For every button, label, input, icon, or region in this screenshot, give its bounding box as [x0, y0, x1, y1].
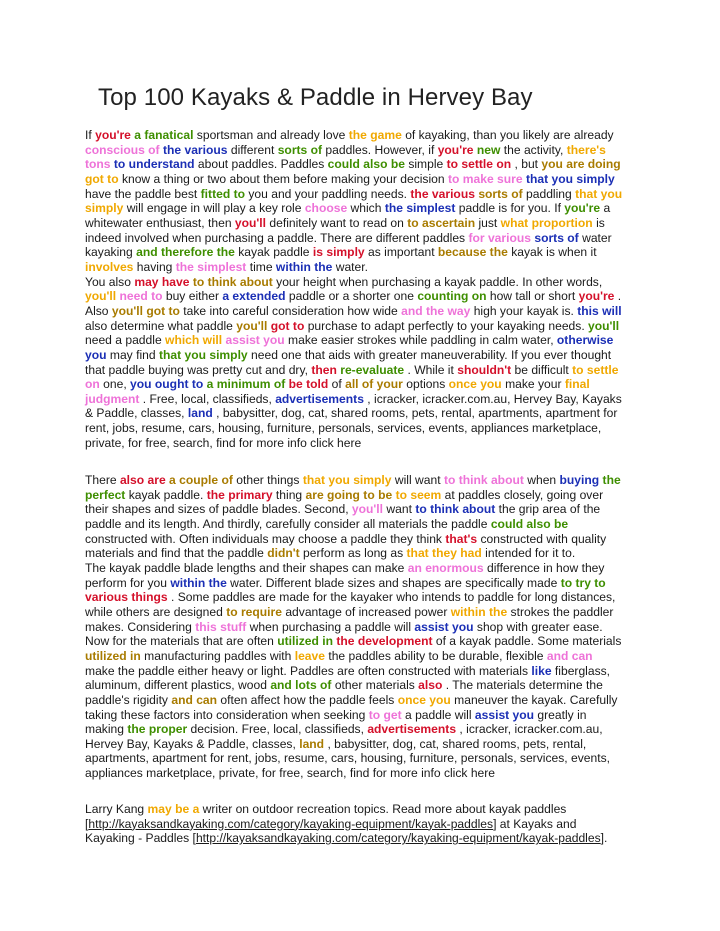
text-line	[85, 260, 655, 275]
highlighted-phrase: that you simply	[525, 171, 615, 186]
highlighted-phrase: a couple of	[169, 473, 233, 487]
text-line	[85, 817, 655, 832]
body-text: water	[578, 230, 612, 245]
body-text: about paddles. Paddles	[194, 157, 328, 172]
body-text: advantage of increased power	[281, 604, 451, 619]
text-line	[85, 333, 655, 348]
body-text: that paddle buying was pretty cut and dry,	[85, 362, 312, 377]
body-text: of kayaking, than you likely are already	[401, 128, 614, 142]
page-title: Top 100 Kayaks & Paddle in Hervey Bay	[98, 84, 533, 111]
body-text: . Free, local, classifieds,	[139, 391, 276, 406]
highlighted-phrase: buying	[559, 473, 600, 487]
body-text: manufacturing paddles with	[140, 648, 295, 663]
body-text: You also	[85, 274, 135, 289]
body-text: kayak is when it	[507, 245, 597, 260]
body-text: taking these factors into consideration when seeking	[85, 707, 369, 722]
body-text: kayaking	[85, 245, 137, 260]
highlighted-phrase: land	[299, 736, 325, 751]
body-text: Kayaking - Paddles [	[85, 831, 196, 846]
highlighted-phrase: you are doing	[541, 157, 621, 172]
highlighted-phrase: that you simply	[158, 347, 248, 362]
body-text: rent, jobs, resume, cars, housing, furniture, personals, services, events, appliances marketplace,	[85, 421, 602, 436]
highlighted-phrase: utilized in	[277, 634, 334, 649]
highlighted-phrase: is simply	[312, 245, 365, 260]
text-line	[85, 304, 655, 319]
highlighted-phrase: leave	[294, 648, 325, 663]
highlighted-phrase: assist you	[474, 707, 535, 722]
body-text: paddles. However, if	[322, 142, 438, 157]
body-text: If	[85, 128, 96, 142]
body-text: . The materials determine the	[442, 678, 603, 693]
highlighted-phrase: you	[85, 347, 107, 362]
highlighted-phrase: also	[418, 678, 443, 693]
highlighted-phrase: a extended	[222, 289, 286, 304]
body-text: simple	[404, 157, 447, 172]
text-line	[85, 664, 655, 679]
highlighted-phrase: the primary	[206, 487, 273, 502]
text-line	[85, 831, 655, 846]
highlighted-phrase: a minimum of	[206, 377, 286, 392]
body-text: their shapes and sizes of paddle blades. Second,	[85, 502, 352, 517]
body-text: your height when purchasing a kayak paddle. In other words,	[272, 274, 603, 289]
text-line	[85, 649, 655, 664]
highlighted-phrase: sorts of	[534, 230, 579, 245]
body-text: aluminum, different plastics, wood	[85, 678, 271, 693]
body-text: just	[475, 215, 501, 230]
body-text: the paddles ability to be durable, flexible	[324, 648, 547, 663]
highlighted-phrase: to seem	[395, 487, 442, 502]
highlighted-phrase: then	[311, 362, 337, 377]
body-text: of	[328, 377, 346, 392]
highlighted-phrase: final	[564, 377, 590, 392]
body-text: paddle's rigidity	[85, 692, 172, 707]
body-text: paddle and its length. And thirdly, carefully consider all materials the paddle	[85, 516, 491, 531]
body-text: strokes the paddler	[507, 604, 614, 619]
body-text: maneuver the kayak. Carefully	[450, 692, 618, 707]
body-text: whitewater enthusiast, then	[85, 215, 235, 230]
highlighted-phrase: for various	[468, 230, 531, 245]
body-text: of a kayak paddle. Some materials	[432, 634, 622, 649]
highlighted-phrase: to ascertain	[407, 215, 476, 230]
body-text: a	[600, 201, 611, 216]
paragraph-intro	[85, 128, 655, 450]
body-text: shop with greater ease.	[473, 619, 603, 634]
highlighted-phrase: to make sure	[447, 171, 523, 186]
highlighted-phrase: new	[476, 142, 501, 157]
body-text: know a thing or two about them before making your decision	[118, 171, 448, 186]
highlighted-phrase: that they had	[406, 546, 482, 561]
body-text: perform for you	[85, 575, 171, 590]
highlighted-phrase: sorts of	[478, 186, 523, 201]
body-text: definitely want to read on	[266, 215, 408, 230]
highlighted-phrase: that's	[445, 531, 478, 546]
body-text: time	[246, 259, 276, 274]
text-line	[85, 708, 655, 723]
body-text: purchase to adapt perfectly to your kayaking needs.	[304, 318, 589, 333]
text-line	[85, 421, 655, 436]
text-line	[85, 216, 655, 231]
body-text: decision. Free, local, classifieds,	[187, 722, 368, 737]
highlighted-phrase: otherwise	[556, 333, 614, 348]
highlighted-phrase: to get	[368, 707, 402, 722]
highlighted-phrase: an enormous	[407, 560, 484, 575]
text-line	[85, 473, 655, 488]
highlighted-phrase: once you	[397, 692, 451, 707]
body-text: as important	[364, 245, 438, 260]
body-text: will engage in will play a key role	[123, 201, 305, 216]
text-line	[85, 436, 655, 451]
highlighted-phrase: you ought to	[130, 377, 204, 392]
highlighted-phrase: shouldn't	[457, 362, 512, 377]
body-text: [	[85, 816, 89, 831]
highlighted-phrase: because the	[437, 245, 508, 260]
body-text: greatly in	[534, 707, 587, 722]
highlighted-phrase: assist you	[414, 619, 474, 634]
text-line	[85, 576, 655, 591]
text-line	[85, 128, 655, 143]
text-line	[85, 532, 655, 547]
highlighted-phrase: judgment	[85, 391, 140, 406]
text-line	[85, 488, 655, 503]
body-text: need one that aids with greater maneuverability. If you ever thought	[247, 347, 612, 362]
paragraph-considerations	[85, 473, 655, 781]
body-text: take into careful consideration how wide	[179, 303, 402, 318]
body-text: . Some paddles are made for the kayaker who intends to paddle for long distances,	[167, 590, 616, 605]
body-text: Hervey Bay, Kayaks & Paddle, classes,	[85, 736, 300, 751]
text-line	[85, 172, 655, 187]
text-line	[85, 590, 655, 605]
highlighted-phrase: the various	[410, 186, 475, 201]
highlighted-phrase: to understand	[113, 157, 195, 172]
highlighted-phrase: got to	[85, 171, 119, 186]
body-text: , but	[511, 157, 542, 172]
highlighted-phrase: are going to be	[305, 487, 393, 502]
body-text: a paddle will	[401, 707, 475, 722]
body-text: you and your paddling needs.	[245, 186, 411, 201]
highlighted-phrase: you're	[437, 142, 474, 157]
body-text: difference in how they	[483, 560, 605, 575]
body-text: also determine what paddle	[85, 318, 237, 333]
text-line	[85, 693, 655, 708]
highlighted-phrase: may have	[134, 274, 190, 289]
body-text: buy either	[162, 289, 223, 304]
highlighted-phrase: within the	[275, 259, 333, 274]
text-line	[85, 319, 655, 334]
body-text: constructed with. Often individuals may choose a paddle they think	[85, 531, 446, 546]
text-line	[85, 231, 655, 246]
text-line	[85, 187, 655, 202]
text-line	[85, 766, 655, 781]
body-text: ] at Kayaks and	[493, 816, 577, 831]
text-line	[85, 377, 655, 392]
text-line	[85, 275, 655, 290]
highlighted-phrase: you'll	[236, 318, 268, 333]
highlighted-phrase: the game	[348, 128, 402, 142]
highlighted-phrase: within the	[450, 604, 508, 619]
highlighted-phrase: be told	[288, 377, 329, 392]
highlighted-phrase: perfect	[85, 487, 126, 502]
body-text: kayak paddle	[234, 245, 313, 260]
highlighted-phrase: once you	[448, 377, 502, 392]
highlighted-phrase: advertisements	[367, 722, 457, 737]
text-line	[85, 802, 655, 817]
highlighted-phrase: what proportion	[500, 215, 593, 230]
highlighted-phrase: you'll	[351, 502, 384, 517]
highlighted-phrase: this will	[577, 303, 622, 318]
body-text: Larry Kang	[85, 802, 148, 816]
highlighted-phrase: advertisements	[275, 391, 364, 406]
body-text: may find	[106, 347, 159, 362]
body-text: , babysitter, dog, cat, shared rooms, pets, rental,	[324, 736, 587, 751]
text-line	[85, 751, 655, 766]
body-text: The kayak paddle blade lengths and their shapes can make	[85, 560, 408, 575]
body-text: which	[347, 201, 385, 216]
body-text: fiberglass,	[551, 663, 611, 678]
text-line	[85, 363, 655, 378]
body-text: writer on outdoor recreation topics. Read more about kayak paddles	[199, 802, 567, 816]
highlighted-phrase: you'll got to	[111, 303, 180, 318]
text-line	[85, 406, 655, 421]
body-text: need a paddle	[85, 333, 166, 348]
body-text: , icracker, icracker.com.au,	[456, 722, 603, 737]
highlighted-phrase: utilized in	[85, 648, 141, 663]
body-text: thing	[272, 487, 306, 502]
highlighted-phrase: on	[85, 377, 100, 392]
body-text: when	[523, 473, 560, 487]
paragraph-author-bio	[85, 802, 655, 846]
article-link[interactable]: http://kayaksandkayaking.com/category/kayaking-equipment/kayak-paddles	[195, 831, 601, 846]
highlighted-phrase: got to	[270, 318, 305, 333]
text-line	[85, 620, 655, 635]
highlighted-phrase: you'll	[234, 215, 267, 230]
highlighted-phrase: you're	[95, 128, 131, 142]
highlighted-phrase: didn't	[267, 546, 300, 561]
body-text: apartments, apartment for rent, jobs, resume, cars, housing, furniture, personals, services, events,	[85, 751, 610, 766]
body-text: There	[85, 473, 120, 487]
highlighted-phrase: various things	[85, 590, 168, 605]
text-line	[85, 634, 655, 649]
highlighted-phrase: and can	[171, 692, 218, 707]
highlighted-phrase: could also be	[327, 157, 405, 172]
text-line	[85, 517, 655, 532]
highlighted-phrase: you'll	[85, 289, 117, 304]
highlighted-phrase: to settle	[572, 362, 619, 377]
highlighted-phrase: the development	[336, 634, 433, 649]
body-text: make your	[501, 377, 565, 392]
body-text: indeed involved when purchasing a paddle. There are different paddles	[85, 230, 469, 245]
highlighted-phrase: you'll	[588, 318, 620, 333]
highlighted-phrase: the various	[162, 142, 228, 157]
body-text: other materials	[331, 678, 419, 693]
body-text: & Paddle, classes,	[85, 406, 188, 421]
highlighted-phrase: to think about	[415, 502, 496, 517]
highlighted-phrase: and can	[546, 648, 593, 663]
body-text: constructed with quality	[477, 531, 607, 546]
body-text: is	[592, 215, 605, 230]
body-text: paddling	[522, 186, 576, 201]
highlighted-phrase: fitted to	[200, 186, 245, 201]
text-line	[85, 392, 655, 407]
body-text: intended for it to.	[481, 546, 576, 561]
body-text: at paddles closely, going over	[441, 487, 604, 502]
highlighted-phrase: choose	[304, 201, 348, 216]
highlighted-phrase: this stuff	[195, 619, 247, 634]
body-text: , icracker, icracker.com.au, Hervey Bay, Kayaks	[363, 391, 622, 406]
body-text: different	[227, 142, 278, 157]
text-line	[85, 289, 655, 304]
highlighted-phrase: counting on	[417, 289, 487, 304]
highlighted-phrase: you're	[564, 201, 601, 216]
body-text: other things	[232, 473, 303, 487]
highlighted-phrase: to think about	[192, 274, 273, 289]
body-text: the grip area of the	[495, 502, 601, 517]
body-text: . While it	[404, 362, 458, 377]
highlighted-phrase: land	[187, 406, 213, 421]
highlighted-phrase: the proper	[127, 722, 188, 737]
text-line	[85, 678, 655, 693]
highlighted-phrase: all of your	[345, 377, 403, 392]
body-text: will want	[391, 473, 444, 487]
body-text: want	[383, 502, 416, 517]
body-text: Also	[85, 303, 112, 318]
body-text: appliances marketplace, private, for free, search, find for more info click here	[85, 766, 496, 781]
text-line	[85, 722, 655, 737]
highlighted-phrase: to require	[226, 604, 282, 619]
text-line	[85, 348, 655, 363]
text-line	[85, 737, 655, 752]
text-line	[85, 561, 655, 576]
body-text: makes. Considering	[85, 619, 196, 634]
body-text: ].	[600, 831, 608, 846]
body-text: paddle or a shorter one	[285, 289, 418, 304]
body-text: often affect how the paddle feels	[217, 692, 398, 707]
body-text: while others are designed	[85, 604, 227, 619]
highlighted-phrase: sorts of	[277, 142, 323, 157]
text-line	[85, 605, 655, 620]
highlighted-phrase: could also be	[490, 516, 569, 531]
highlighted-phrase: and the way	[401, 303, 471, 318]
text-line	[85, 201, 655, 216]
body-text: one,	[99, 377, 131, 392]
highlighted-phrase: assist you	[225, 333, 285, 348]
body-text: high your kayak is.	[470, 303, 578, 318]
body-text: water. Different blade sizes and shapes are specifically made	[226, 575, 561, 590]
text-line	[85, 143, 655, 158]
highlighted-phrase: need to	[119, 289, 163, 304]
highlighted-phrase: simply	[85, 201, 124, 216]
body-text: , babysitter, dog, cat, shared rooms, pets, rental, apartments, apartment for	[212, 406, 618, 421]
body-text: the activity,	[500, 142, 567, 157]
highlighted-phrase: conscious of	[85, 142, 160, 157]
highlighted-phrase: the	[602, 473, 621, 487]
highlighted-phrase: to think about	[443, 473, 524, 487]
body-text: when purchasing a paddle will	[246, 619, 415, 634]
highlighted-phrase: that you simply	[302, 473, 392, 487]
highlighted-phrase: you're	[578, 289, 615, 304]
highlighted-phrase: like	[531, 663, 552, 678]
body-text: having	[133, 259, 176, 274]
highlighted-phrase: and lots of	[270, 678, 332, 693]
highlighted-phrase: also are	[119, 473, 166, 487]
highlighted-phrase: and therefore the	[136, 245, 235, 260]
body-text: how tall or short	[486, 289, 579, 304]
body-text: water.	[332, 259, 368, 274]
highlighted-phrase: that you	[575, 186, 623, 201]
body-text: make the paddle either heavy or light. Paddles are often constructed with materials	[85, 663, 532, 678]
highlighted-phrase: a fanatical	[134, 128, 194, 142]
body-text: options	[402, 377, 449, 392]
body-text: perform as long as	[299, 546, 407, 561]
highlighted-phrase: the simplest	[384, 201, 456, 216]
body-text: make easier strokes while paddling in calm water,	[284, 333, 557, 348]
body-text: Now for the materials that are often	[85, 634, 278, 649]
body-text: .	[614, 289, 622, 304]
highlighted-phrase: involves	[85, 259, 134, 274]
highlighted-phrase: to settle on	[446, 157, 512, 172]
highlighted-phrase: within the	[170, 575, 227, 590]
body-text: kayak paddle.	[125, 487, 207, 502]
body-text: making	[85, 722, 128, 737]
body-text: private, for free, search, find for more info click here	[85, 435, 362, 450]
highlighted-phrase: may be a	[147, 802, 200, 816]
text-line	[85, 245, 655, 260]
highlighted-phrase: the simplest	[175, 259, 247, 274]
text-line	[85, 546, 655, 561]
body-text: materials and find that the paddle	[85, 546, 268, 561]
highlighted-phrase: there's	[566, 142, 606, 157]
highlighted-phrase: which will	[165, 333, 223, 348]
highlighted-phrase: re-evaluate	[340, 362, 405, 377]
body-text: paddle is for you. If	[455, 201, 565, 216]
body-text: have the paddle best	[85, 186, 201, 201]
text-line	[85, 502, 655, 517]
highlighted-phrase: tons	[85, 157, 111, 172]
highlighted-phrase: to try to	[560, 575, 606, 590]
text-line	[85, 157, 655, 172]
body-text: sportsman and already love	[193, 128, 349, 142]
body-text: be difficult	[511, 362, 573, 377]
article-link[interactable]: http://kayaksandkayaking.com/category/kayaking-equipment/kayak-paddles	[88, 816, 494, 831]
